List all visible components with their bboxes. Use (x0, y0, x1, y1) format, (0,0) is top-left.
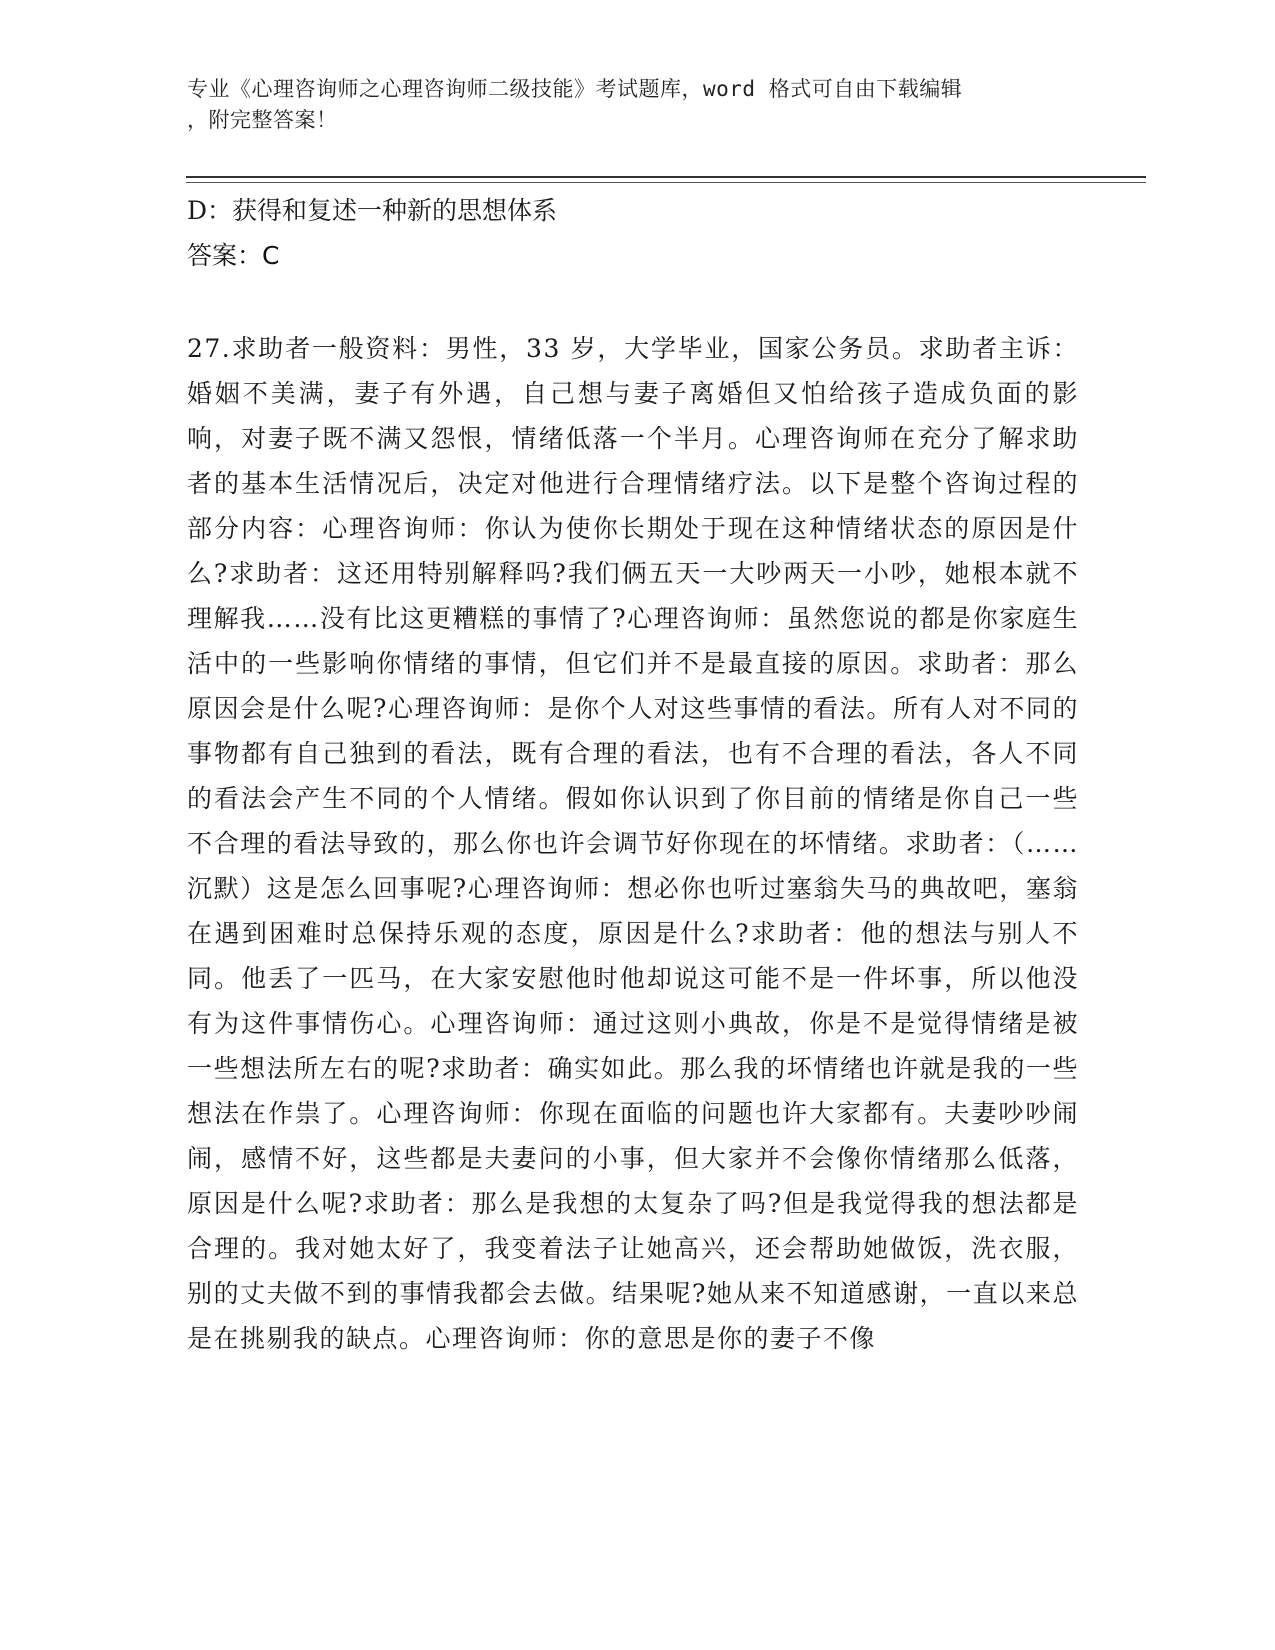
question-number: 27. (187, 334, 232, 363)
question-text: 求助者一般资料：男性，33 岁，大学毕业，国家公务员。求助者主诉：婚姻不美满，妻子有外遇，自己想与妻子离婚但又怕给孩子造成负面的影响，对妻子既不满又怨恨，情绪低落一个半月。心理咨询师在充分了解求助者的基本生活情况后，决定对他进行合理情绪疗法。以下是整个咨询过程的部分内容：心理咨询师：你认为使你长期处于现在这种情绪状态的原因是什么?求助者：这还用特别解释吗?我们俩五天一大吵两天一小吵，她根本就不理解我……没有比这更糟糕的事情了?心理咨询师：虽然您说的都是你家庭生活中的一些影响你情绪的事情，但它们并不是最直接的原因。求助者：那么原因会是什么呢?心理咨询师：是你个人对这些事情的看法。所有人对不同的事物都有自己独到的看法，既有合理的看法，也有不合理的看法，各人不同的看法会产生不同的个人情绪。假如你认识到了你目前的情绪是你自己一些不合理的看法导致的，那么你也许会调节好你现在的坏情绪。求助者：（……沉默）这是怎么回事呢?心理咨询师：想必你也听过塞翁失马的典故吧，塞翁在遇到困难时总保持乐观的态度，原因是什么?求助者：他的想法与别人不同。他丢了一匹马，在大家安慰他时他却说这可能不是一件坏事，所以他没有为这件事情伤心。心理咨询师：通过这则小典故，你是不是觉得情绪是被一些想法所左右的呢?求助者：确实如此。那么我的坏情绪也许就是我的一些想法在作祟了。心理咨询师：你现在面临的问题也许大家都有。夫妻吵吵闹闹，感情不好，这些都是夫妻问的小事，但大家并不会像你情绪那么低落，原因是什么呢?求助者：那么是我想的太复杂了吗?但是我觉得我的想法都是合理的。我对她太好了，我变着法子让她高兴，还会帮助她做饭，洗衣服，别的丈夫做不到的事情我都会去做。结果呢?她从来不知道感谢，一直以来总是在挑剔我的缺点。心理咨询师：你的意思是你的妻子不像 (187, 334, 1079, 1353)
page-header (187, 74, 1067, 136)
option-d: D：获得和复述一种新的思想体系 (187, 196, 558, 225)
header-line-2: ，附完整答案！ (187, 108, 338, 132)
header-divider-thick (186, 176, 1146, 178)
header-divider-thin (186, 182, 1146, 183)
answer-line: 答案：C (187, 241, 280, 270)
header-line-1: 专业《心理咨询师之心理咨询师二级技能》考试题库，word 格式可自由下载编辑 (187, 77, 963, 101)
question-27 (187, 326, 1079, 1361)
